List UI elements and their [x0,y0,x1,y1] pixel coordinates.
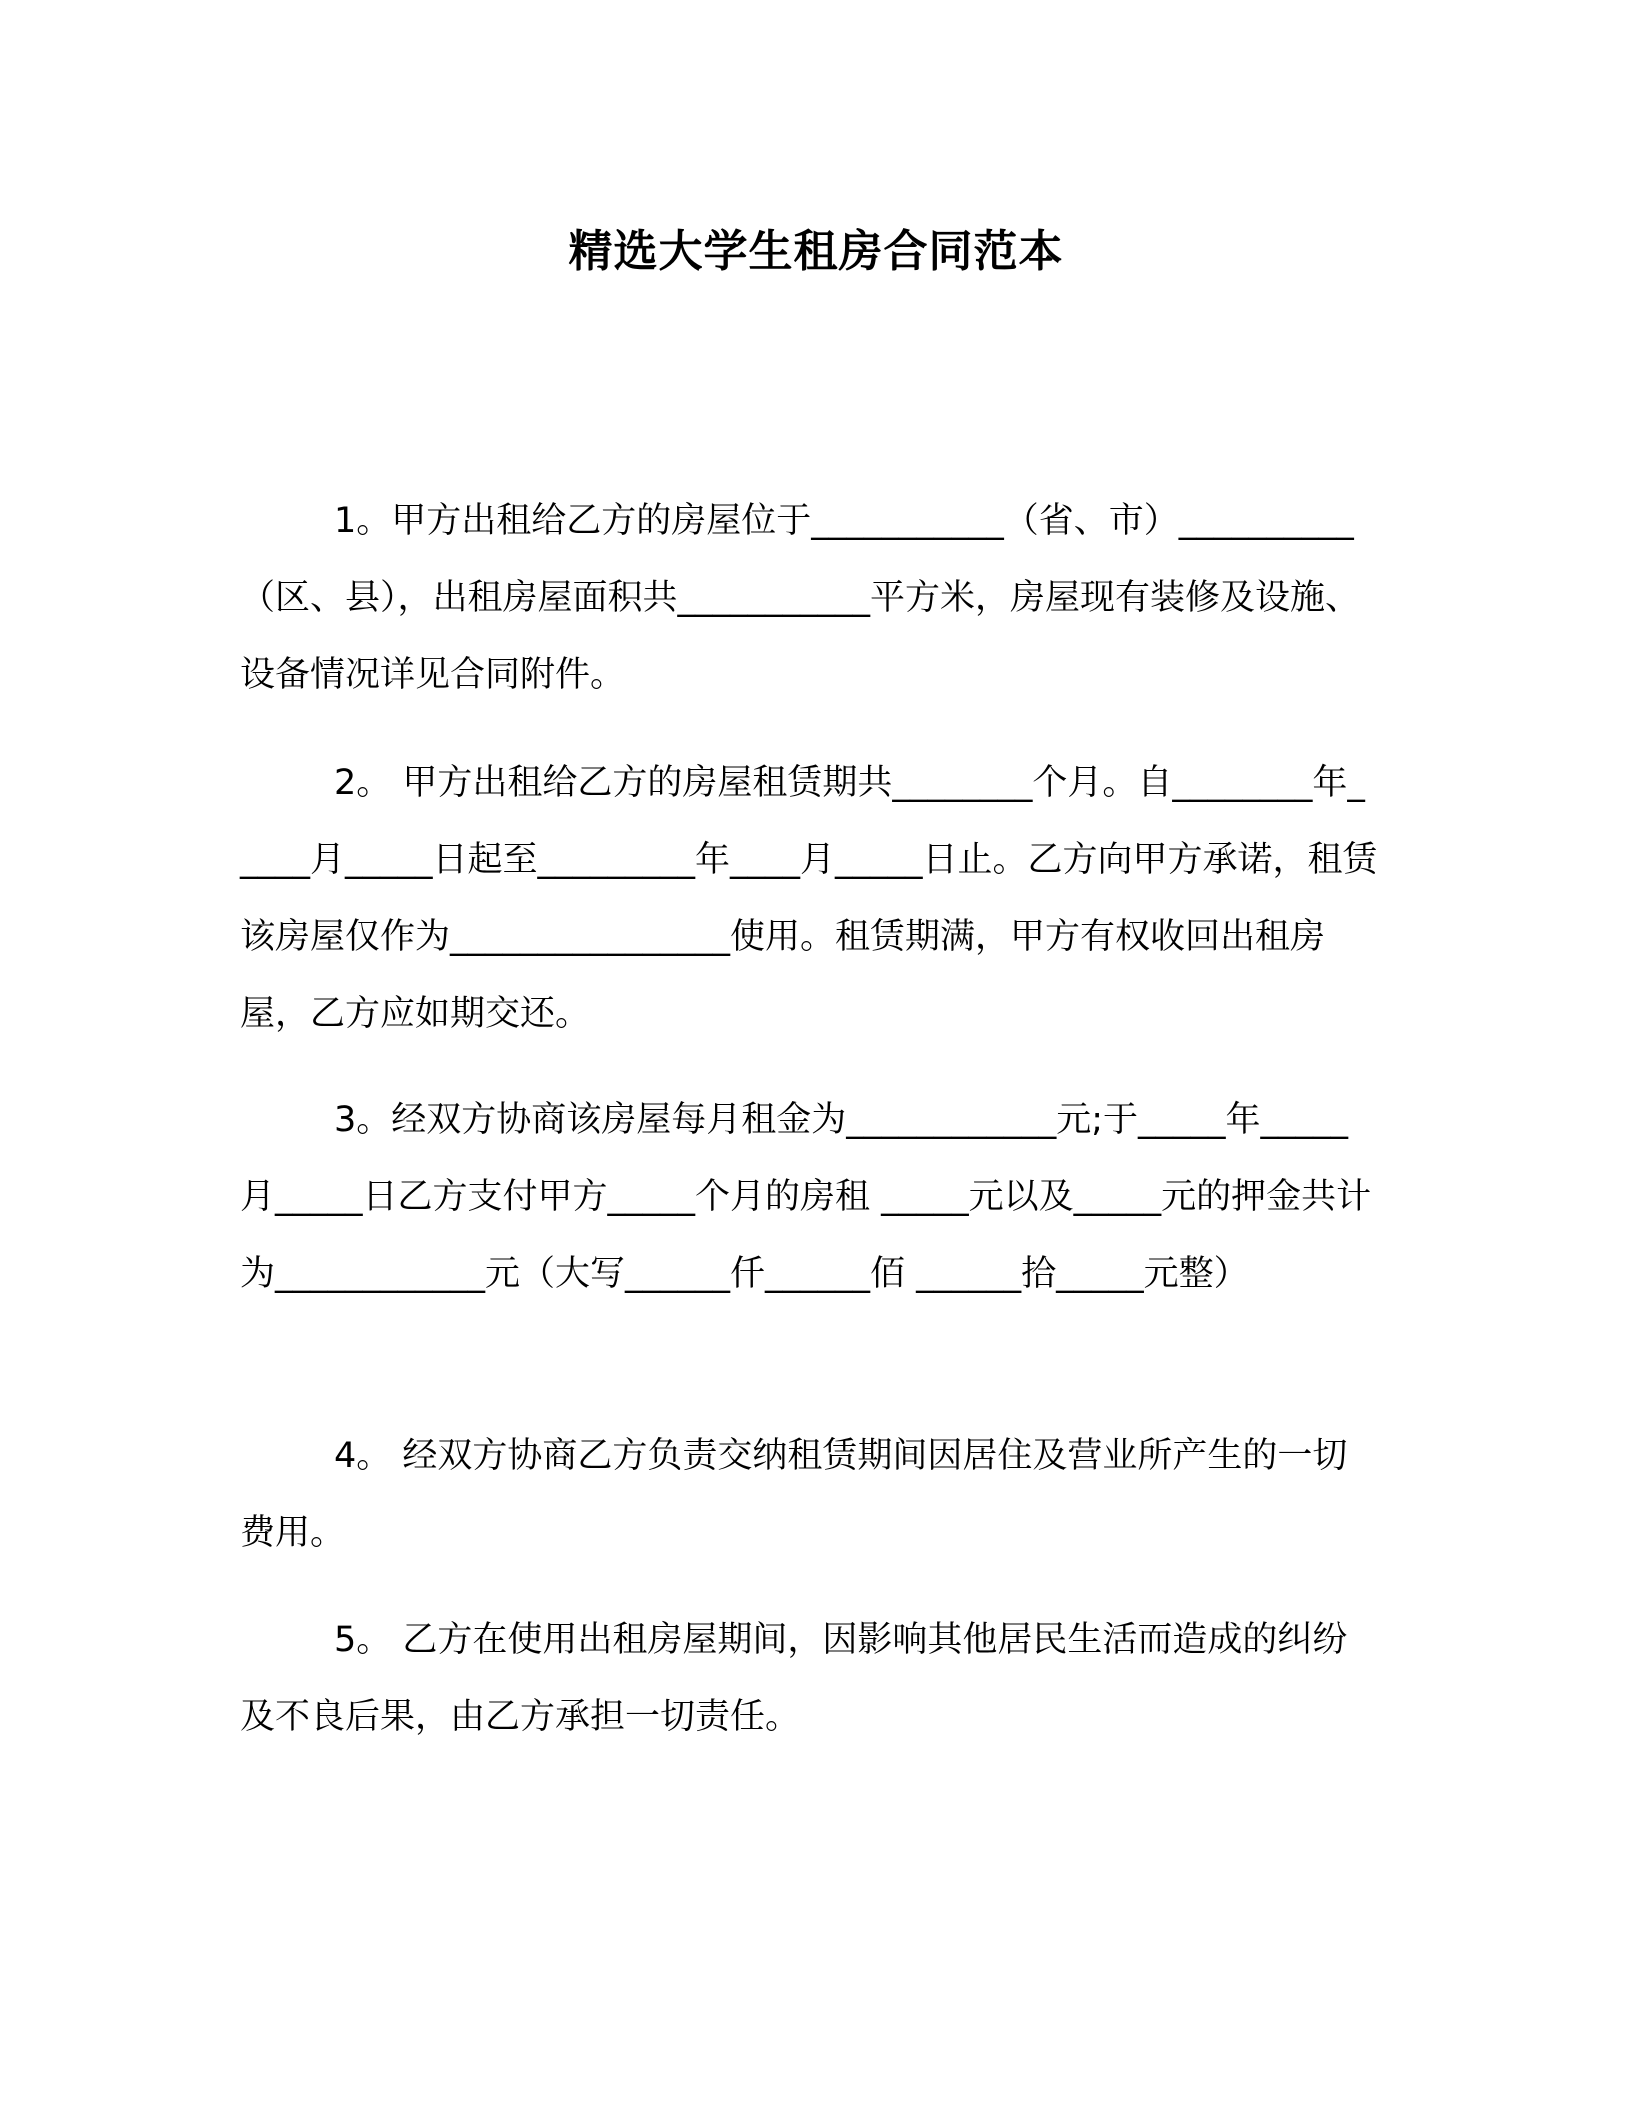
clause-3: 3。经双方协商该房屋每月租金为____________元;于_____年_____月_____日乙方支付甲方_____个月的房租 _____元以及_____元的押金共计为____________元（大写______仟______佰 ______拾_____元整） [240,1100,1372,1294]
document-title: 精选大学生租房合同范本 [568,226,1064,277]
clause-5: 5。 乙方在使用出租房屋期间，因影响其他居民生活而造成的纠纷及不良后果，由乙方承担一切责任。 [240,1620,1348,1737]
clause-1: 1。甲方出租给乙方的房屋位于___________（省、市）__________（区、县），出租房屋面积共___________平方米，房屋现有装修及设施、设备情况详见合同附件。 [240,501,1361,695]
clause-4: 4。 经双方协商乙方负责交纳租赁期间因居住及营业所产生的一切费用。 [240,1436,1348,1553]
clause-2: 2。 甲方出租给乙方的房屋租赁期共________个月。自________年_____月_____日起至_________年____月_____日止。乙方向甲方承诺，租赁该房屋仅作为________________使用。租赁期满，甲方有权收回出租房屋，乙方应如期交还。 [240,763,1378,1034]
